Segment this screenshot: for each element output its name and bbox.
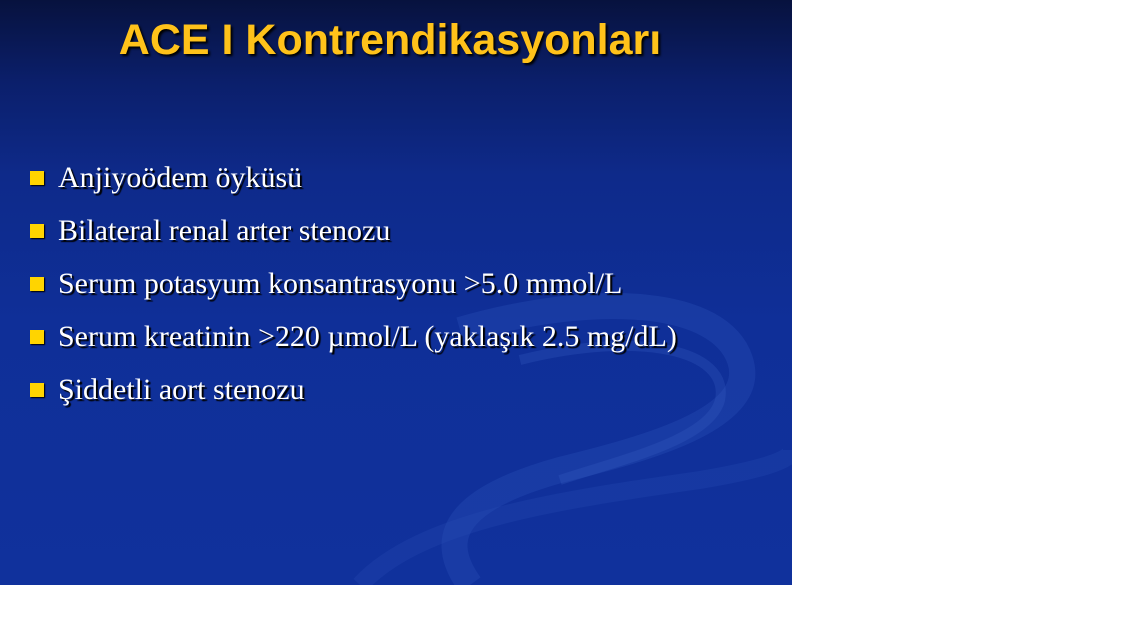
slide-title: ACE I Kontrendikasyonları: [118, 16, 662, 64]
square-bullet-icon: [30, 277, 44, 291]
list-item: [28, 368, 768, 411]
bullet-text: Serum potasyum konsantrasyonu >5.0 mmol/L: [58, 267, 623, 300]
square-bullet-icon: [30, 383, 44, 397]
list-item: [28, 315, 768, 358]
list-item: [28, 156, 768, 199]
square-bullet-icon: [30, 224, 44, 238]
bullet-list: [28, 156, 768, 421]
list-item: [28, 262, 768, 305]
bullet-text: Anjiyoödem öyküsü: [58, 161, 303, 194]
square-bullet-icon: [30, 330, 44, 344]
list-item: [28, 209, 768, 252]
bullet-text: Şiddetli aort stenozu: [58, 373, 305, 406]
bullet-text: Serum kreatinin >220 µmol/L (yaklaşık 2.5 mg/dL): [58, 320, 677, 353]
square-bullet-icon: [30, 171, 44, 185]
bullet-text: Bilateral renal arter stenozu: [58, 214, 391, 247]
